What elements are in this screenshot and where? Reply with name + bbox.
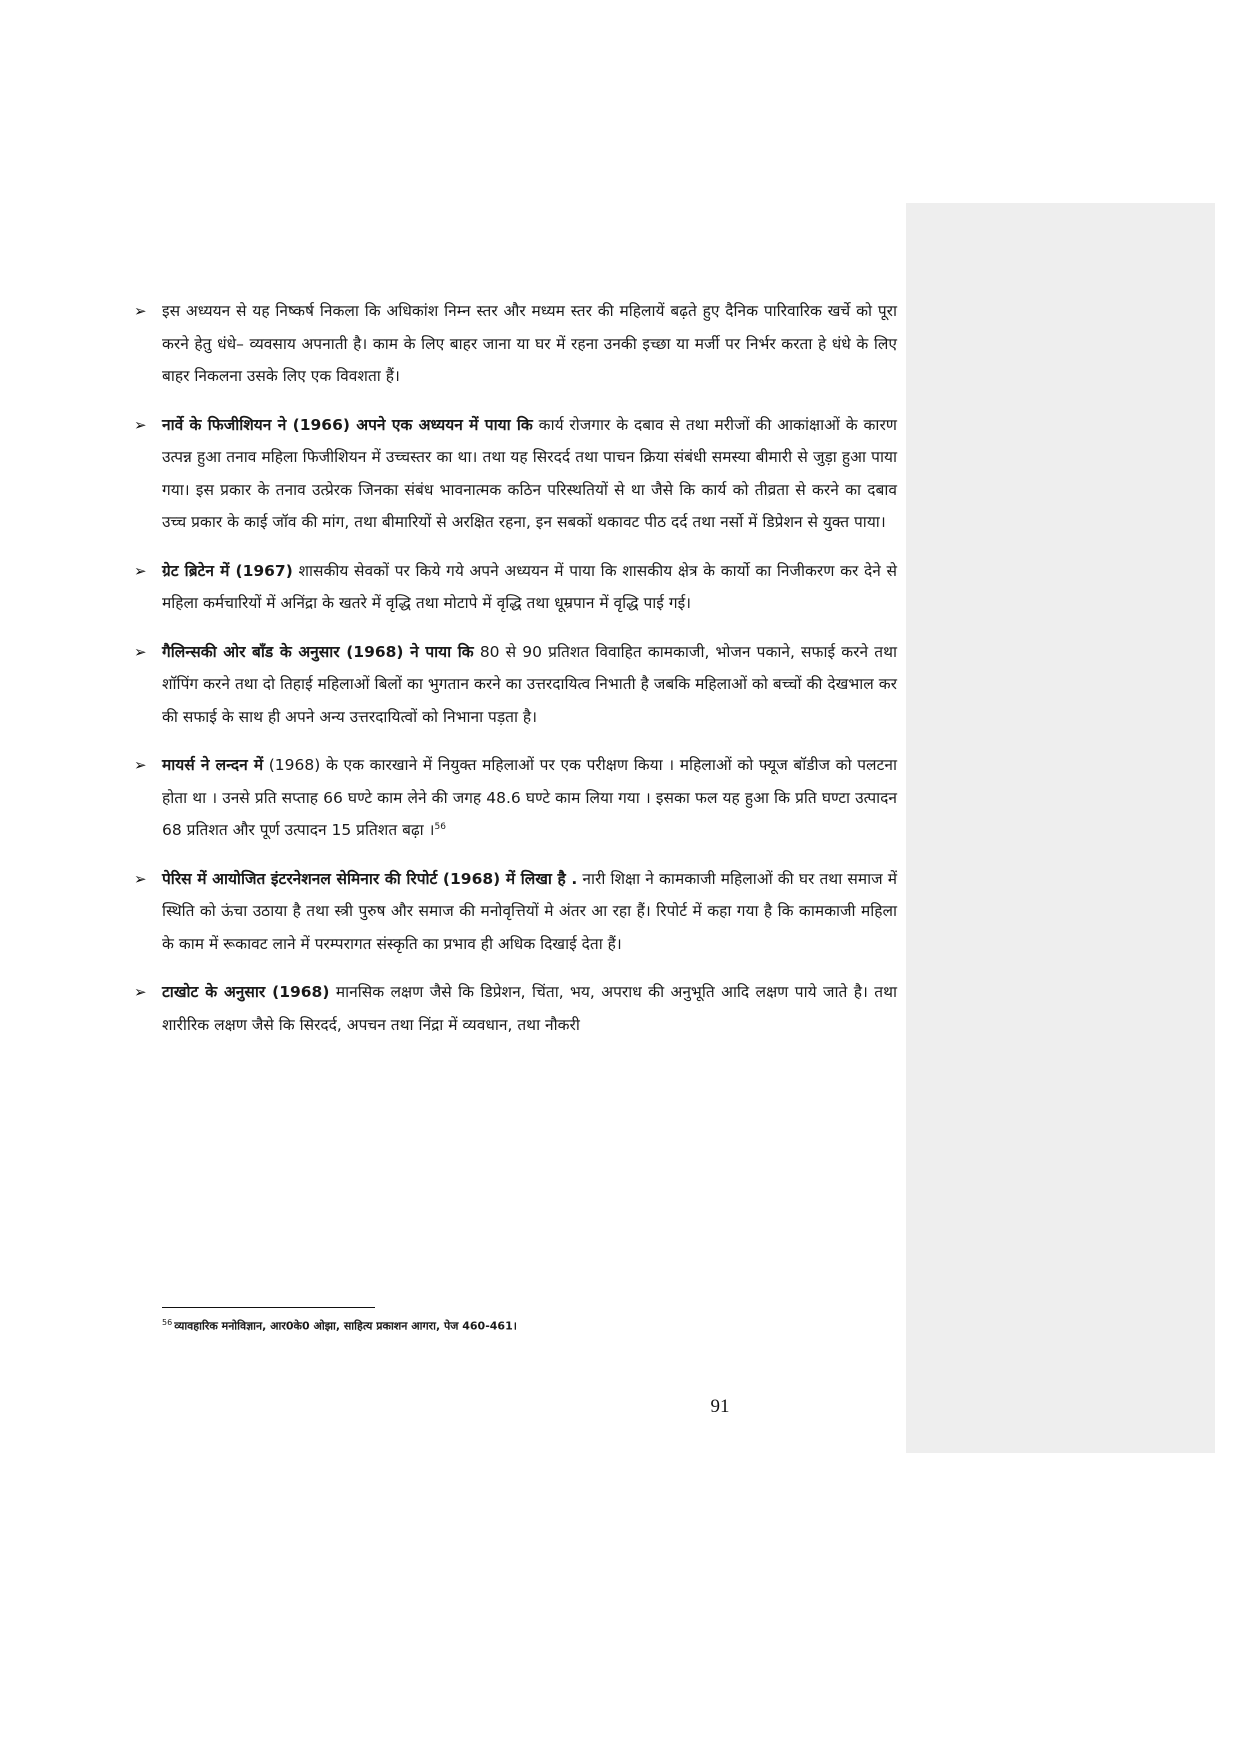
page-number: 91 [710, 1396, 730, 1417]
footnote-number: 56 [162, 1318, 173, 1327]
item-lead-text: मायर्स ने लन्दन में [162, 756, 264, 774]
footnote-separator [162, 1307, 375, 1308]
comment-pane [906, 203, 1215, 1453]
list-item [134, 976, 897, 1041]
list-item [134, 295, 897, 393]
list-item [134, 863, 897, 961]
list-item [134, 749, 897, 847]
arrow-bullet-icon: ➢ [134, 983, 147, 1001]
item-body-text: (1968) के एक कारखाने में नियुक्त महिलाओं पर एक परीक्षण किया । महिलाओं को फ्यूज बॉडीज को पलटना होता था । उनसे प्रति सप्ताह 66 घण्टे काम लेने की जगह 48.6 घण्टे काम लिया गया । इसका फल यह हुआ कि प्रति घण्टा उत्पादन 68 प्रतिशत और पूर्ण उत्पादन 15 प्रतिशत बढ़ा । [162, 756, 897, 839]
item-body-text: मानसिक लक्षण जैसे कि डिप्रेशन, चिंता, भय, अपराध की अनुभूति आदि लक्षण पाये जाते है। तथा शारीरिक लक्षण जैसे कि सिरदर्द, अपचन तथा निंद्रा में व्यवधान, तथा नौकरी [162, 983, 897, 1034]
arrow-bullet-icon: ➢ [134, 415, 147, 434]
list-item [134, 555, 897, 620]
footnote [162, 1315, 862, 1335]
item-body-text: नारी शिक्षा ने कामकाजी महिलाओं की घर तथा समाज में स्थिति को ऊंचा उठाया है तथा स्त्री पुरुष और समाज की मनोवृत्तियों मे अंतर आ रहा हैं। रिपोर्ट में कहा गया है कि कामकाजी महिला के काम में रूकावट लाने में परम्परागत संस्कृति का प्रभाव ही अधिक दिखाई देता हैं। [162, 869, 898, 953]
footnote-text: व्यावहारिक मनोविज्ञान, आर0के0 ओझा, साहित्य प्रकाशन आगरा, पेज 460-461। [174, 1319, 517, 1333]
item-lead-text: गैलिन्सकी ओर बॉंड के अनुसार (1968) ने पाया कि [162, 642, 474, 661]
arrow-bullet-icon: ➢ [134, 561, 147, 580]
footnote-reference[interactable]: 56 [434, 821, 446, 832]
item-body-text: शासकीय सेवकों पर किये गये अपने अध्ययन में पाया कि शासकीय क्षेत्र के कार्यो का निजीकरण कर देने से महिला कर्मचारियों में अनिंद्रा के खतरे में वृद्धि तथा मोटापे में वृद्धि तथा धूम्रपान में वृद्धि पाई गई। [162, 561, 897, 612]
item-body-text: इस अध्ययन से यह निष्कर्ष निकला कि अधिकांश निम्न स्तर और मध्यम स्तर की महिलायें बढ़ते हुए दैनिक पारिवारिक खर्चे को पूरा करने हेतु धंधे– व्यवसाय अपनाती है। काम के लिए बाहर जाना या घर में रहना उनकी इच्छा या मर्जी पर निर्भर करता हे धंधे के लिए बाहर निकलना उसके लिए एक विवशता हैं। [162, 302, 897, 385]
list-item [134, 636, 897, 734]
document-body [134, 295, 897, 1057]
arrow-bullet-icon: ➢ [134, 302, 147, 320]
item-body-text: कार्य रोजगार के दबाव से तथा मरीजों की आकांक्षाओं के कारण उत्पन्न हुआ तनाव महिला फिजीशियन में उच्चस्तर का था। तथा यह सिरदर्द तथा पाचन क्रिया संबंधी समस्या बीमारी से जुड़ा हुआ पाया गया। इस प्रकार के तनाव उत्प्रेरक जिनका संबंध भावनात्मक कठिन परिस्थतियों से था जैसे कि कार्य को तीव्रता से करने का दबाव उच्च प्रकार के काई जॉव की मांग, तथा बीमारियों से अरक्षित रहना, इन सबकों थकावट पीठ दर्द तथा नर्सो में डिप्रेशन से युक्त पाया। [162, 415, 897, 531]
item-lead-text: ग्रेट ब्रिटेन में (1967) [162, 561, 293, 580]
arrow-bullet-icon: ➢ [134, 869, 147, 888]
arrow-bullet-icon: ➢ [134, 642, 147, 661]
item-lead-text: पेरिस में आयोजित इंटरनेशनल सेमिनार की रिपोर्ट (1968) में लिखा है . [162, 869, 578, 888]
list-item [134, 409, 897, 539]
item-body-text: 80 से 90 प्रतिशत विवाहित कामकाजी, भोजन पकाने, सफाई करने तथा शॉपिंग करने तथा दो तिहाई महिलाओं बिलों का भुगतान करने का उत्तरदायित्व निभाती है जबकि महिलाओं को बच्चों की देखभाल कर की सफाई के साथ ही अपने अन्य उत्तरदायित्वों को निभाना पड़ता है। [162, 642, 897, 726]
arrow-bullet-icon: ➢ [134, 756, 147, 774]
item-lead-text: टाखोट के अनुसार (1968) [162, 983, 330, 1001]
item-lead-text: नार्वे के फिजीशियन ने (1966) अपने एक अध्ययन में पाया कि [162, 415, 533, 434]
